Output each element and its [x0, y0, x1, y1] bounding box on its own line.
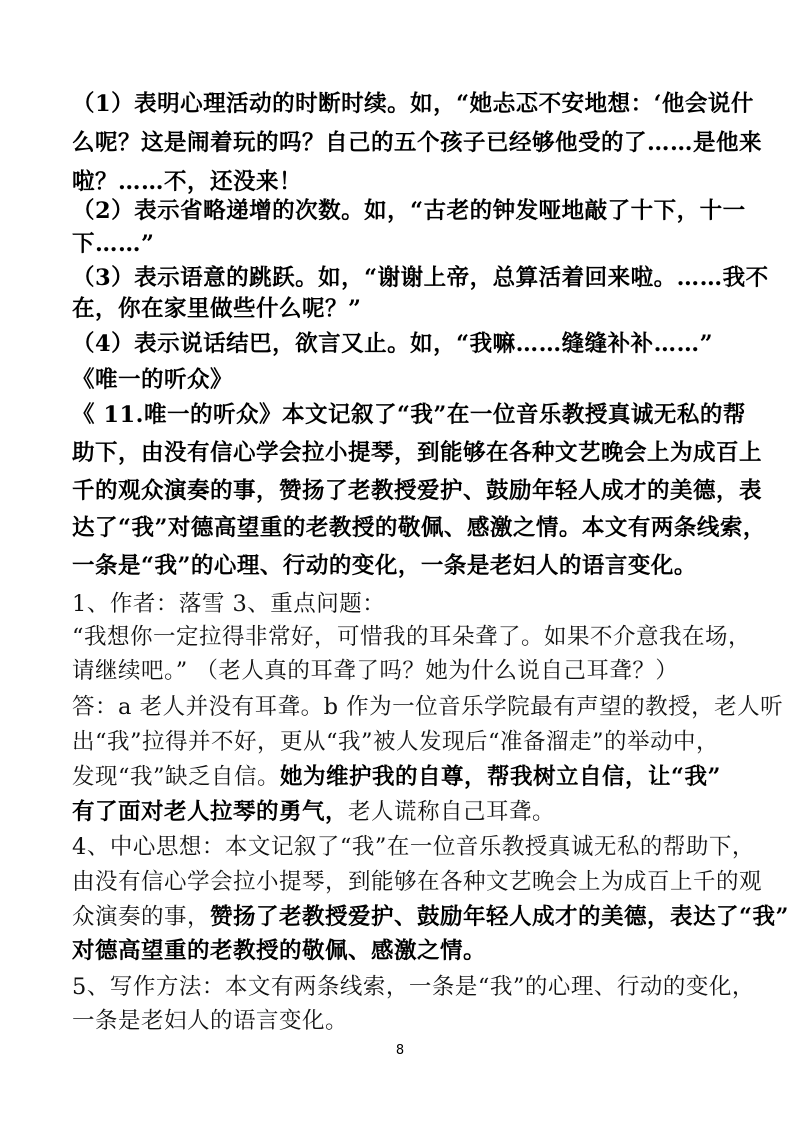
text-span: 众演奏的事， [72, 904, 211, 930]
text-span: 发现“我”缺乏自信。 [72, 764, 281, 790]
text-line: 么呢？这是闹着玩的吗？自己的五个孩子已经够他受的了……是他来 [72, 130, 763, 156]
text-span: 她为维护我的自尊，帮我树立自信，让“我” [280, 764, 721, 790]
text-line: 助下，由没有信心学会拉小提琴，到能够在各种文艺晚会上为成百上 [72, 440, 763, 466]
text-line: 答：a 老人并没有耳聋。b 作为一位音乐学院最有声望的教授，老人听 [72, 694, 784, 720]
text-line: 5、写作方法：本文有两条线索，一条是“我”的心理、行动的变化， [72, 974, 755, 1000]
text-line: 啦？……不，还没来！ [72, 169, 303, 195]
text-line: 一条是老妇人的语言变化。 [72, 1008, 349, 1034]
text-line: 4、中心思想：本文记叙了“我”在一位音乐教授真诚无私的帮助下， [72, 834, 755, 860]
text-span: 老人谎称自己耳聋。 [348, 799, 556, 825]
text-line [72, 796, 740, 828]
text-line [72, 901, 789, 933]
text-line: 在，你在家里做些什么呢？” [72, 296, 362, 322]
page-number: 8 [395, 1043, 405, 1058]
text-line: （2）表示省略递增的次数。如，“古老的钟发哑地敲了十下，十一 [72, 198, 746, 224]
text-line: 对德高望重的老教授的敬佩、感激之情。 [72, 938, 487, 964]
text-line [72, 761, 740, 793]
text-line: 下……” [72, 231, 155, 257]
text-line: （1）表明心理活动的时断时续。如，“她忐忑不安地想：‘他会说什 [72, 91, 754, 117]
text-span: 有了面对老人拉琴的勇气， [72, 799, 349, 825]
text-span: 赞扬了老教授爱护、鼓励年轻人成才的美德，表达了“我” [210, 904, 789, 930]
text-line: 由没有信心学会拉小提琴，到能够在各种文艺晚会上为成百上千的观 [72, 869, 763, 895]
text-line: （3）表示语意的跳跃。如，“谢谢上帝，总算活着回来啦。……我不 [72, 265, 769, 291]
text-line: “我想你一定拉得非常好，可惜我的耳朵聋了。如果不介意我在场， [72, 624, 752, 650]
text-line: 达了“我”对德高望重的老教授的敬佩、感激之情。本文有两条线索， [72, 515, 766, 541]
text-line: 一条是“我”的心理、行动的变化，一条是老妇人的语言变化。 [72, 553, 697, 579]
section-title: 《唯一的听众》 [72, 367, 234, 393]
text-line: 请继续吧。” （老人真的耳聋了吗？她为什么说自己耳聋？） [72, 658, 679, 684]
text-line: 1、作者：落雪 3、重点问题： [72, 591, 386, 617]
text-line: （4）表示说话结巴，欲言又止。如，“我嘛……缝缝补补……” [72, 331, 714, 357]
text-line: 出“我”拉得并不好，更从“我”被人发现后“准备溜走”的举动中， [72, 729, 720, 755]
text-line: 千的观众演奏的事，赞扬了老教授爱护、鼓励年轻人成才的美德，表 [72, 478, 763, 504]
text-line: 《 11.唯一的听众》本文记叙了“我”在一位音乐教授真诚无私的帮 [72, 402, 746, 428]
